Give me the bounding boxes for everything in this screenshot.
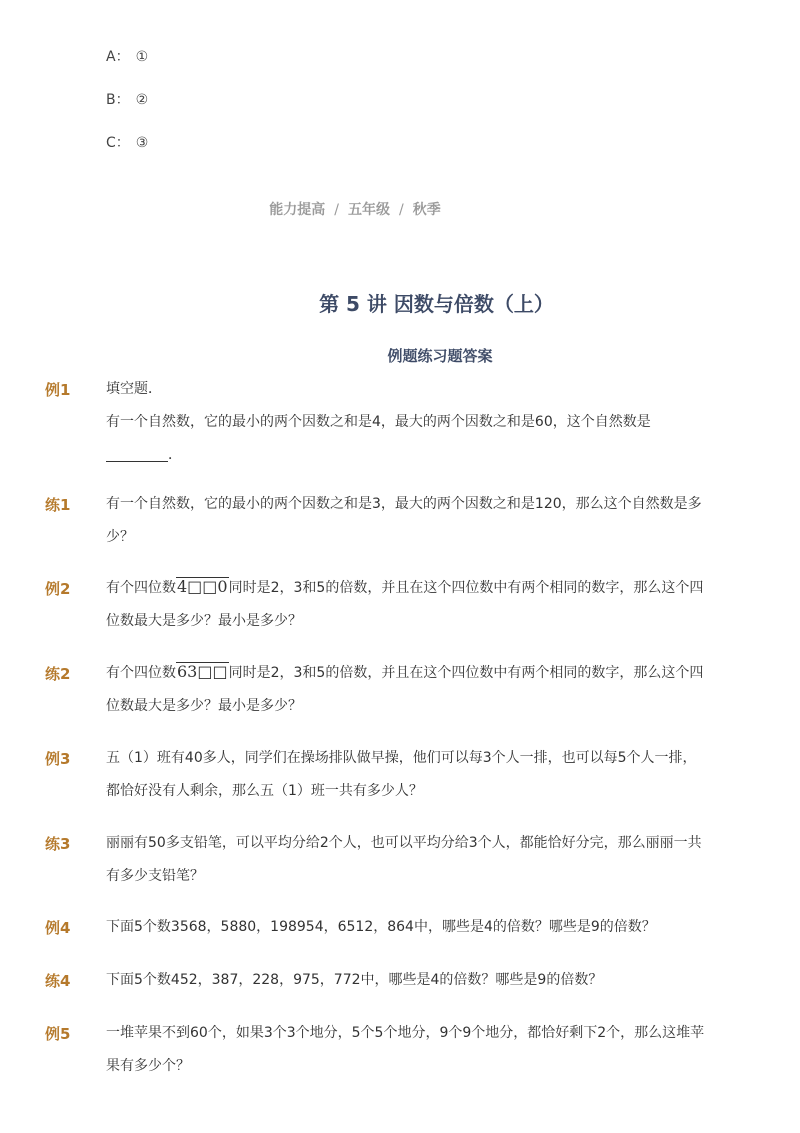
problem-body [106,373,716,472]
problem-line [106,572,716,605]
breadcrumb-separator: / [334,202,339,218]
problem-line: 有多少支铅笔？ [106,868,204,884]
problem-line: 填空题． [106,381,162,397]
problem-body [106,657,716,723]
problem-line [106,657,716,690]
problem-body [106,964,716,997]
option-letter: C： [106,135,130,151]
page-title: 第 5 讲 因数与倍数（上） [319,292,554,316]
problem-tag: 练3 [45,835,71,853]
problem-tag: 练4 [45,972,71,990]
breadcrumb-item: 能力提高 [269,202,326,218]
problem-body [106,911,716,944]
problem-text: 有个四位数 [106,580,176,596]
option-value: ② [135,92,149,108]
option-value: ① [135,49,149,65]
problem-body [106,572,716,638]
problem-line: 一堆苹果不到60个，如果3个3个地分，5个5个地分，9个9个地分，都恰好剩下2个，那么这堆苹 [106,1025,705,1041]
problem-line: 下面5个数3568，5880，198954，6512，864中，哪些是4的倍数？哪些是9的倍数？ [106,919,656,935]
overlined-number: 63□□ [177,662,228,681]
problem-tag: 例1 [45,381,71,399]
problem-line: 少？ [106,529,134,545]
problem-line: 五（1）班有40多人，同学们在操场排队做早操，他们可以每3个人一排，也可以每5个人一排， [106,750,697,766]
problem-tag: 例5 [45,1025,71,1043]
problem-line: 果有多少个？ [106,1058,190,1074]
answer-line [106,439,716,472]
problem-body [106,488,716,554]
problem-line: 都恰好没有人剩余，那么五（1）班一共有多少人？ [106,783,423,799]
problem-line: 位数最大是多少？最小是多少？ [106,698,302,714]
problem-tag: 例4 [45,919,71,937]
breadcrumb [0,199,710,219]
problem-tag: 例3 [45,750,71,768]
problem-text: 同时是2，3和5的倍数，并且在这个四位数中有两个相同的数字，那么这个四 [228,665,704,681]
option-c [106,132,148,152]
problem-line-tail: ． [168,447,182,463]
breadcrumb-item: 秋季 [412,202,441,218]
problem-body [106,742,716,808]
answer-blank [106,447,168,462]
problem-line: 有一个自然数，它的最小的两个因数之和是4，最大的两个因数之和是60，这个自然数是 [106,414,651,430]
problem-tag: 练2 [45,665,71,683]
option-letter: A： [106,49,130,65]
problem-text: 同时是2，3和5的倍数，并且在这个四位数中有两个相同的数字，那么这个四 [228,580,704,596]
breadcrumb-separator: / [399,202,404,218]
page-subtitle: 例题练习题答案 [387,347,493,365]
breadcrumb-item: 五年级 [348,202,390,218]
option-a [106,46,148,66]
overlined-number: 4□□0 [177,577,228,596]
problem-body [106,1017,716,1083]
option-letter: B： [106,92,130,108]
problem-text: 有个四位数 [106,665,176,681]
problem-line: 下面5个数452，387，228，975，772中，哪些是4的倍数？哪些是9的倍数？ [106,972,603,988]
problem-body [106,827,716,893]
problem-line: 丽丽有50多支铅笔，可以平均分给2个人，也可以平均分给3个人，都能恰好分完，那么丽丽一共 [106,835,702,851]
problem-line: 位数最大是多少？最小是多少？ [106,613,302,629]
problem-line: 有一个自然数，它的最小的两个因数之和是3，最大的两个因数之和是120，那么这个自然数是多 [106,496,702,512]
option-value: ③ [135,135,149,151]
problem-tag: 练1 [45,496,71,514]
option-b [106,89,148,109]
problem-tag: 例2 [45,580,71,598]
